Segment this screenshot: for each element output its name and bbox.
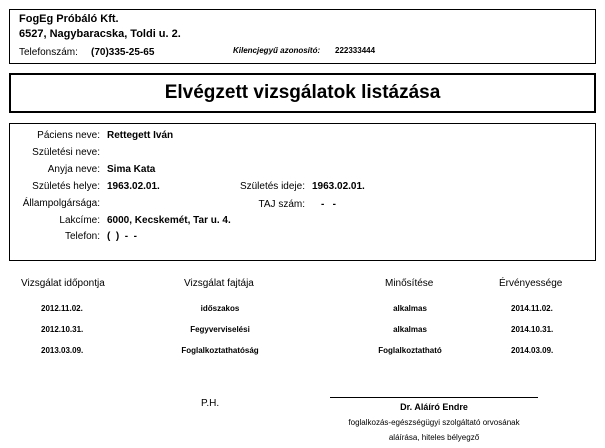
cell-type: Foglalkoztathatóság [181, 346, 259, 355]
signature-caption-line1: foglalkozás-egészségügyi szolgáltató orvosának [348, 418, 520, 427]
mother-name: Sima Kata [107, 164, 156, 175]
birth-place: 1963.02.01. [107, 181, 160, 192]
stamp-label: P.H. [201, 398, 220, 409]
th-result: Minősítése [385, 278, 434, 289]
birth-date: 1963.02.01. [312, 181, 365, 192]
cell-validity: 2014.10.31. [511, 325, 554, 334]
patient-name-label: Páciens neve: [37, 130, 100, 141]
company-phone-label: Telefonszám: [19, 47, 78, 58]
doctor-name: Dr. Aláíró Endre [400, 402, 468, 412]
company-header [9, 9, 596, 64]
patient-name: Rettegett Iván [107, 130, 174, 141]
cell-result: alkalmas [393, 325, 427, 334]
cell-type: időszakos [200, 304, 240, 313]
page-title: Elvégzett vizsgálatok listázása [164, 82, 441, 103]
signature-line [330, 397, 538, 398]
cell-validity: 2014.11.02. [511, 304, 553, 313]
company-address: 6527, Nagybaracska, Toldi u. 2. [19, 28, 181, 40]
cell-result: alkalmas [393, 304, 427, 313]
company-phone: (70)335-25-65 [91, 47, 155, 58]
address-label: Lakcíme: [59, 215, 100, 226]
taj-label: TAJ szám: [258, 199, 305, 210]
company-name: FogEg Próbáló Kft. [19, 13, 119, 25]
birth-name-label: Születési neve: [32, 147, 100, 158]
title-box [9, 73, 596, 113]
signature-caption-line2: aláírása, hiteles bélyegző [388, 433, 480, 442]
cell-date: 2013.03.09. [41, 346, 84, 355]
mother-name-label: Anyja neve: [47, 164, 100, 175]
cell-result: Foglalkoztatható [378, 346, 442, 355]
birth-place-label: Születés helye: [32, 181, 100, 192]
cell-type: Fegyverviselési [190, 325, 250, 334]
th-validity: Érvényessége [499, 278, 563, 289]
phone-label: Telefon: [64, 231, 100, 242]
taj-number: - - [321, 199, 336, 210]
company-id: 222333444 [335, 46, 376, 55]
citizenship-label: Állampolgársága: [22, 198, 100, 209]
patient-box [9, 123, 596, 261]
birth-date-label: Születés ideje: [239, 181, 305, 192]
phone: ( ) - - [107, 231, 137, 242]
cell-date: 2012.10.31. [41, 325, 84, 334]
cell-validity: 2014.03.09. [511, 346, 554, 355]
company-id-label: Kilencjegyű azonosító: [233, 46, 321, 55]
cell-date: 2012.11.02. [41, 304, 83, 313]
address: 6000, Kecskemét, Tar u. 4. [107, 215, 231, 226]
th-date: Vizsgálat időpontja [21, 278, 105, 289]
th-type: Vizsgálat fajtája [184, 278, 254, 289]
